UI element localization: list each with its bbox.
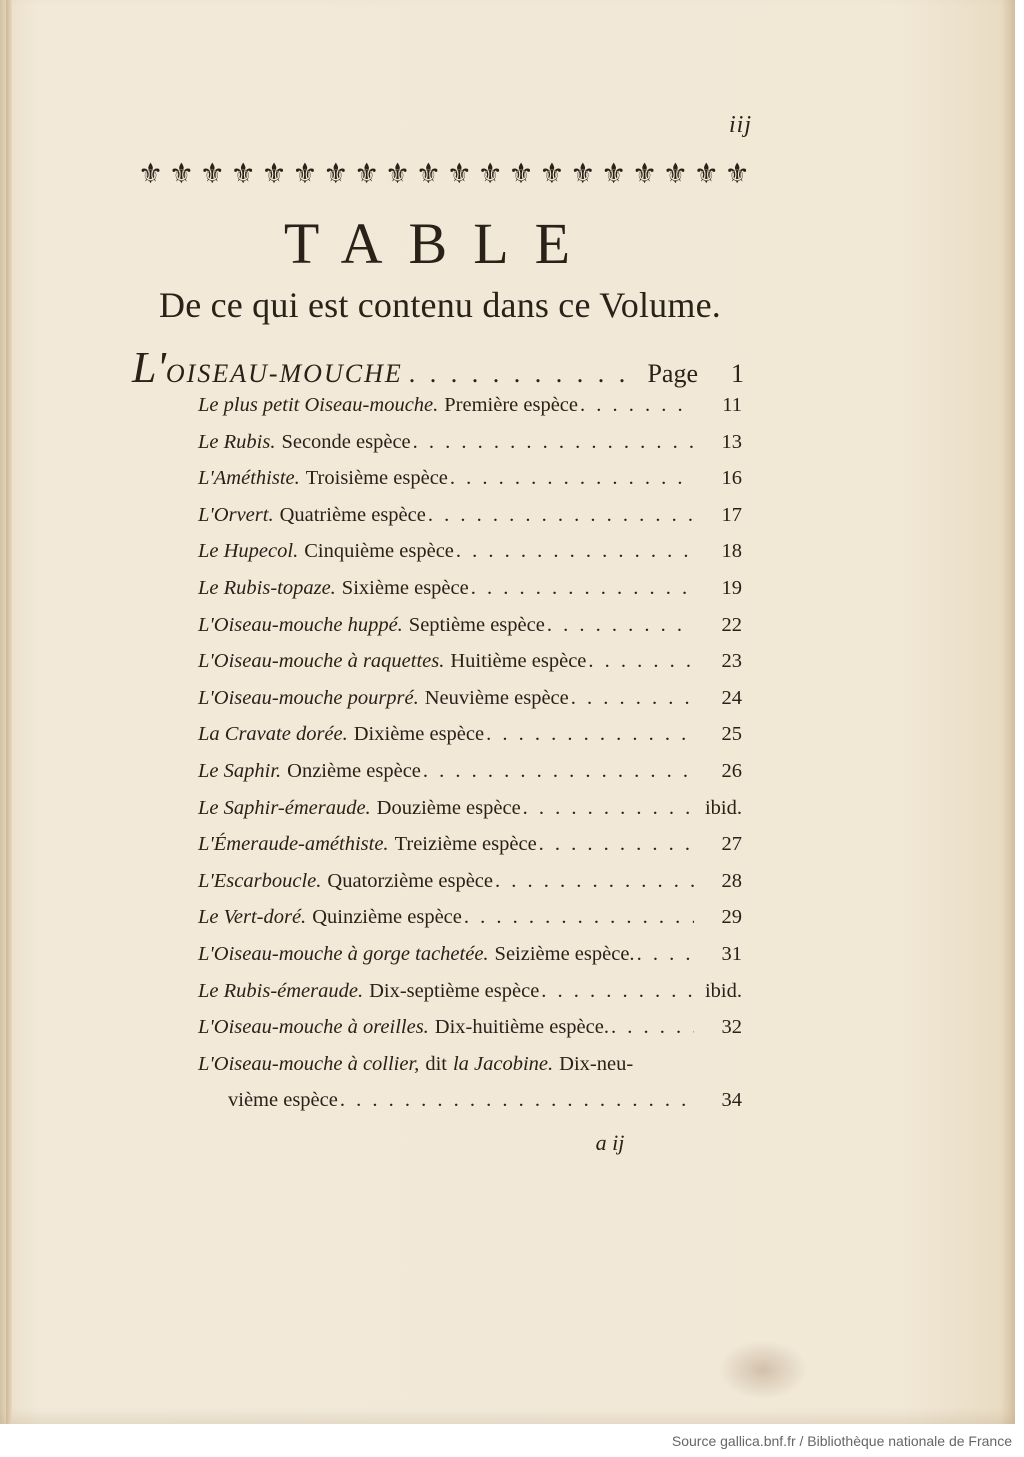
entry-alias: la Jacobine. [452, 1052, 554, 1075]
toc-entry [198, 577, 742, 614]
fleur-de-lis-icon: ⚜ [508, 159, 534, 190]
entry-page: 29 [721, 906, 742, 929]
toc-entry [198, 797, 742, 834]
entry-species: Seizième espèce. [494, 942, 635, 965]
fleur-de-lis-icon: ⚜ [539, 159, 565, 190]
paper-stain [718, 1340, 808, 1400]
fleur-de-lis-icon: ⚜ [632, 159, 658, 190]
leader-dots [541, 980, 694, 1003]
fleur-de-lis-icon: ⚜ [601, 159, 627, 190]
leader-dots [571, 687, 694, 710]
fleur-de-lis-icon: ⚜ [138, 159, 164, 190]
entry-page: 27 [721, 833, 742, 856]
main-entry-initial: L' [132, 343, 166, 392]
entry-page: ibid. [704, 979, 742, 1002]
fleur-de-lis-icon: ⚜ [570, 159, 596, 190]
toc-entry [198, 431, 742, 468]
entry-page: 34 [721, 1089, 742, 1112]
page-subtitle: De ce qui est contenu dans ce Volume. [159, 285, 721, 325]
toc-entry [198, 467, 742, 504]
fleur-de-lis-ornament-row [138, 158, 750, 192]
entry-name: L'Oiseau-mouche pourpré. [198, 686, 419, 709]
entry-species: Seconde espèce [281, 430, 411, 453]
leader-dots [523, 797, 694, 820]
fleur-de-lis-icon: ⚜ [292, 159, 318, 190]
entry-species: Cinquième espèce [304, 540, 454, 563]
entry-name: Le Vert-doré. [198, 906, 307, 929]
leader-dots [611, 1016, 694, 1039]
leader-dots [423, 760, 694, 783]
entry-page: 24 [721, 686, 742, 709]
entry-name: Le Saphir-émeraude. [198, 796, 371, 819]
leader-dots [413, 431, 694, 454]
toc-entry [198, 760, 742, 797]
leader-dots [464, 906, 694, 929]
fleur-de-lis-icon: ⚜ [323, 159, 349, 190]
signature-mark: a ij [595, 1130, 625, 1155]
fleur-de-lis-icon: ⚜ [724, 159, 750, 190]
entry-species: Dix-septième espèce [369, 979, 540, 1002]
fleur-de-lis-icon: ⚜ [354, 159, 380, 190]
toc-entries [198, 394, 742, 1126]
fleur-de-lis-icon: ⚜ [261, 159, 287, 190]
leader-dots [456, 540, 694, 563]
main-entry-page-label: Page [647, 359, 698, 388]
entry-name: La Cravate dorée. [198, 723, 348, 746]
main-entry-page: 1 [731, 359, 744, 388]
leader-dots [547, 614, 694, 637]
entry-name: Le Hupecol. [198, 540, 299, 563]
page-title: TABLE [283, 211, 597, 276]
entry-page: 26 [721, 759, 742, 782]
entry-name: Le Rubis-topaze. [198, 576, 336, 599]
toc-entry [198, 540, 742, 577]
source-credit: Source gallica.bnf.fr / Bibliothèque nationale de France [671, 1433, 1012, 1449]
leader-dots [588, 650, 694, 673]
fleur-de-lis-icon: ⚜ [385, 159, 411, 190]
entry-page: 13 [721, 430, 742, 453]
toc-entry [198, 723, 742, 760]
entry-name: L'Orvert. [198, 503, 274, 526]
entry-species: Troisième espèce [305, 467, 448, 490]
toc-entry [198, 833, 742, 870]
entry-page: 17 [721, 503, 742, 526]
leader-dots [637, 943, 694, 966]
entry-name: L'Oiseau-mouche à collier, [198, 1052, 420, 1075]
leader-dots [486, 723, 694, 746]
entry-species: Huitième espèce [450, 650, 587, 673]
entry-name: L'Émeraude-améthiste. [198, 833, 389, 856]
entry-species: Quinzième espèce [312, 906, 462, 929]
entry-species: vième espèce [228, 1089, 338, 1112]
entry-page: 16 [721, 467, 742, 490]
entry-page: 32 [721, 1016, 742, 1039]
page-folio: iij [728, 112, 752, 138]
toc-entry [198, 650, 742, 687]
entry-species: Dix-huitième espèce. [434, 1016, 609, 1039]
leader-dots [409, 359, 642, 389]
toc-entry [198, 394, 742, 431]
fleur-de-lis-icon: ⚜ [230, 159, 256, 190]
entry-page: 11 [722, 394, 742, 416]
toc-entry [198, 504, 742, 541]
main-entry-title: OISEAU-MOUCHE [165, 359, 403, 388]
entry-species: Quatrième espèce [279, 503, 426, 526]
entry-page: 19 [721, 576, 742, 599]
toc-entry-continuation [198, 1089, 742, 1126]
entry-page: 25 [721, 723, 742, 746]
entry-species: Onzième espèce [287, 759, 421, 782]
toc-entry [198, 906, 742, 943]
entry-page: 23 [721, 650, 742, 673]
entry-connector: dit [425, 1052, 447, 1075]
entry-name: Le Rubis. [198, 430, 276, 453]
main-entry [132, 343, 744, 392]
toc-entry [198, 870, 742, 907]
toc-entry [198, 687, 742, 724]
fleur-de-lis-icon: ⚜ [477, 159, 503, 190]
entry-page: 31 [721, 942, 742, 965]
entry-species: Quatorzième espèce [327, 869, 494, 892]
entry-species: Septième espèce [408, 613, 545, 636]
entry-page: ibid. [704, 796, 742, 819]
entry-name: Le plus petit Oiseau-mouche. [198, 394, 439, 416]
toc-entry [198, 1053, 742, 1090]
leader-dots [340, 1089, 694, 1112]
leader-dots [580, 394, 694, 417]
entry-species: Dix-neu- [559, 1052, 634, 1075]
entry-name: L'Oiseau-mouche à gorge tachetée. [198, 942, 489, 965]
entry-page: 28 [721, 869, 742, 892]
fleur-de-lis-icon: ⚜ [199, 159, 225, 190]
entry-species: Treizième espèce [394, 833, 537, 856]
entry-species: Dixième espèce [353, 723, 485, 746]
entry-name: Le Saphir. [198, 759, 282, 782]
fleur-de-lis-icon: ⚜ [415, 159, 441, 190]
fleur-de-lis-icon: ⚜ [662, 159, 688, 190]
leader-dots [471, 577, 694, 600]
entry-name: L'Oiseau-mouche à oreilles. [198, 1016, 429, 1039]
entry-name: Le Rubis-émeraude. [198, 979, 364, 1002]
fleur-de-lis-icon: ⚜ [693, 159, 719, 190]
toc-entry [198, 1016, 742, 1053]
toc-entry [198, 614, 742, 651]
entry-name: L'Escarboucle. [198, 869, 322, 892]
entry-species: Douzième espèce [376, 796, 521, 819]
entry-page: 22 [721, 613, 742, 636]
fleur-de-lis-icon: ⚜ [446, 159, 472, 190]
entry-name: L'Oiseau-mouche huppé. [198, 613, 403, 636]
entry-species: Première espèce [444, 394, 579, 416]
toc-entry [198, 943, 742, 980]
entry-name: L'Oiseau-mouche à raquettes. [198, 650, 445, 673]
toc-entry [198, 980, 742, 1017]
entry-page: 18 [721, 540, 742, 563]
leader-dots [450, 467, 694, 490]
entry-name: L'Améthiste. [198, 467, 300, 490]
leader-dots [539, 833, 694, 856]
fleur-de-lis-icon: ⚜ [168, 159, 194, 190]
leader-dots [428, 504, 694, 527]
entry-species: Neuvième espèce [424, 686, 569, 709]
entry-species: Sixième espèce [341, 576, 469, 599]
leader-dots [495, 870, 694, 893]
